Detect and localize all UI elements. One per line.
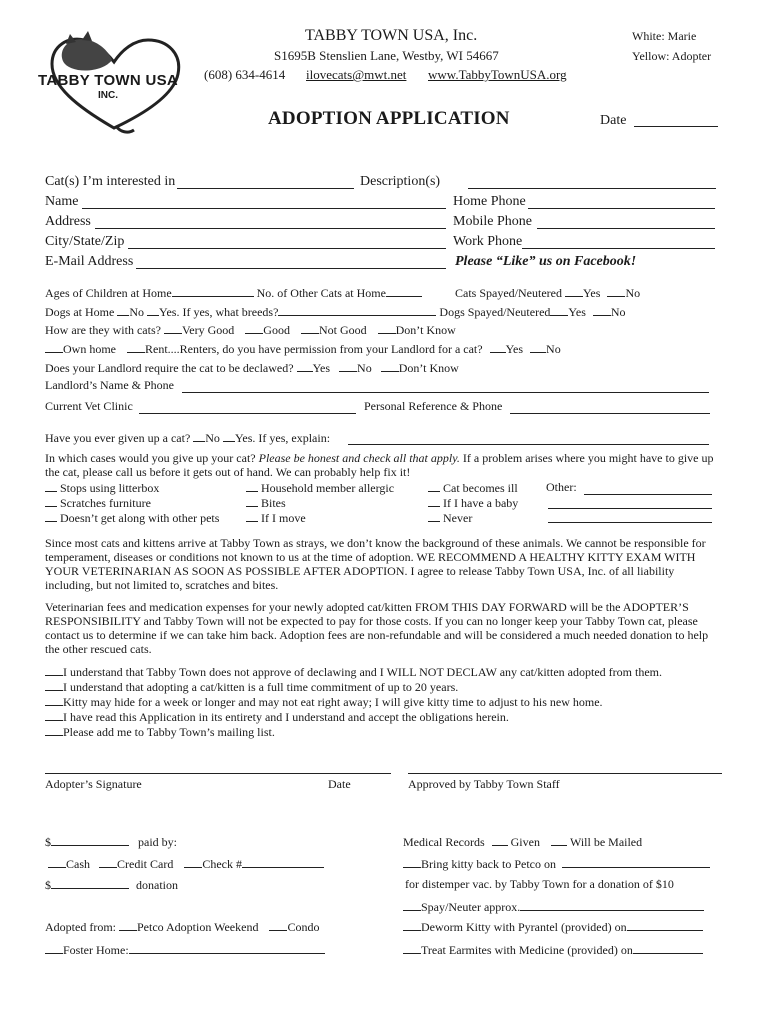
hide-text: Kitty may hide for a week or longer and may not eat right away; I will give kitty time to adjust to his new home. [63, 695, 603, 709]
deworm-date-field[interactable] [627, 919, 703, 931]
date-label: Date [600, 113, 627, 128]
option-move: If I move [261, 511, 306, 525]
facebook-note: Please “Like” us on Facebook! [455, 254, 637, 269]
paid-by-label: paid by: [138, 835, 177, 849]
petco-weekend-check[interactable] [119, 919, 137, 931]
records-given-check[interactable] [492, 834, 508, 846]
dogs-no-label: No [129, 305, 144, 319]
address-label: Address [45, 214, 91, 229]
dogs-spayed-yes-label: Yes [568, 305, 586, 319]
donation-dollar: $ [45, 878, 51, 892]
litterbox-check[interactable] [45, 480, 57, 492]
description-field[interactable] [468, 174, 716, 189]
give-up-intro-plain: In which cases would you give up your cat? [45, 451, 256, 465]
cats-spayed-yes-label: Yes [582, 286, 601, 300]
home-phone-field[interactable] [528, 194, 715, 209]
dogs-spayed-yes-check[interactable] [550, 304, 568, 316]
very-good-label: Very Good [181, 323, 235, 337]
deworm-check[interactable] [403, 919, 421, 931]
other-pets-check[interactable] [45, 510, 57, 522]
adopted-from-label: Adopted from: [45, 920, 116, 934]
deworm-row [403, 919, 703, 934]
deworm-label: Deworm Kitty with Pyrantel (provided) on [421, 920, 627, 934]
org-phone: (608) 634-4614 [204, 67, 286, 82]
terms-checklist [45, 664, 662, 739]
other-cats-label: No. of Other Cats at Home [256, 286, 386, 300]
adopted-from-row [45, 919, 319, 934]
very-good-check[interactable] [164, 322, 182, 334]
with-cats-row [45, 322, 456, 337]
dogs-no-check[interactable] [117, 304, 129, 316]
donation-label: donation [136, 878, 178, 892]
vet-clinic-label: Current Vet Clinic [45, 399, 133, 413]
commitment-check[interactable] [45, 679, 63, 691]
address-field[interactable] [95, 214, 446, 229]
read-text: I have read this Application in its entirety and I understand and accept the obligations herein. [63, 710, 509, 724]
check-check[interactable] [184, 856, 202, 868]
petco-return-row [403, 856, 710, 871]
landlord-permit-no-check[interactable] [530, 341, 546, 353]
name-label: Name [45, 194, 79, 209]
declaw-yes-check[interactable] [297, 360, 313, 372]
ages-children-row [45, 285, 422, 300]
dogs-spayed-no-check[interactable] [593, 304, 611, 316]
city-state-zip-label: City/State/Zip [45, 234, 125, 249]
check-label: Check # [202, 857, 242, 871]
dogs-row [45, 304, 626, 319]
medical-records-label: Medical Records [403, 835, 485, 849]
donation-row [45, 877, 178, 892]
foster-home-label: Foster Home: [63, 943, 129, 957]
foster-home-field[interactable] [129, 942, 325, 954]
petco-weekend-label: Petco Adoption Weekend [137, 920, 259, 934]
declaw-no-check[interactable] [339, 360, 357, 372]
org-name: TABBY TOWN USA, Inc. [305, 27, 478, 44]
staff-approval-line[interactable] [408, 773, 722, 774]
terms-paragraph-1: Since most cats and kittens arrive at Tabby Town as strays, we don’t know the background of these animals. We cannot be responsible for temperament, diseases or conditions not known to us at the time of adoption. WE RECOMMEND A HEALTHY KITTY EXAM WITH YOUR VETERINARIAN AS SOON AS POSSIBLE AFTER ADOPTION. I agree to release Tabby Town USA, Inc. of all liability including, but not limited to, scratches and bites. [45, 536, 706, 592]
personal-ref-field[interactable] [510, 399, 710, 414]
logo-text: TABBY TOWN USA [38, 72, 179, 89]
org-website-link[interactable]: www.TabbyTownUSA.org [428, 67, 567, 82]
option-bites: Bites [261, 496, 286, 510]
allergic-check[interactable] [246, 480, 258, 492]
form-title: ADOPTION APPLICATION [268, 108, 510, 129]
option-other-pets: Doesn’t get along with other pets [60, 511, 220, 525]
org-address: S1695B Stenslien Lane, Westby, WI 54667 [274, 48, 499, 63]
date-field[interactable] [634, 112, 718, 127]
option-baby: If I have a baby [443, 496, 519, 510]
dogs-yes-check[interactable] [147, 304, 159, 316]
earmites-check[interactable] [403, 942, 421, 954]
option-never: Never [443, 511, 473, 525]
payment-row [45, 834, 177, 849]
with-cats-label: How are they with cats? [45, 323, 161, 337]
landlord-name-field[interactable] [182, 378, 709, 393]
given-up-yes-check[interactable] [223, 430, 235, 442]
payment-dollar: $ [45, 835, 51, 849]
credit-card-label: Credit Card [117, 857, 174, 871]
spay-neuter-label: Spay/Neuter approx. [421, 900, 521, 914]
option-furniture: Scratches furniture [60, 496, 151, 510]
other-cats-field[interactable] [386, 285, 422, 297]
option-ill: Cat becomes ill [443, 481, 518, 495]
donation-amount-field[interactable] [51, 877, 129, 889]
cats-spayed-label: Cats Spayed/Neutered [455, 286, 562, 300]
dogs-yes-label: Yes. If yes, what breeds? [159, 305, 279, 319]
give-up-col1 [45, 480, 219, 525]
own-home-label: Own home [63, 342, 116, 356]
payment-amount-field[interactable] [51, 834, 129, 846]
city-state-zip-field[interactable] [128, 234, 446, 249]
dont-know-check[interactable] [378, 322, 396, 334]
give-up-intro-rest: If a problem arises where you might have to give up the cat, please call us before it gets out of hand. We can probably help fix it! [45, 451, 714, 479]
declaw-agree-check[interactable] [45, 664, 63, 676]
foster-home-row [45, 942, 325, 957]
declaw-dont-know-label: Don’t Know [398, 361, 459, 375]
give-up-col3 [428, 480, 518, 525]
petco-return-date-field[interactable] [562, 856, 710, 868]
bites-check[interactable] [246, 495, 258, 507]
copy-yellow: Yellow: Adopter [632, 49, 712, 63]
petco-return-label: Bring kitty back to Petco on [421, 857, 556, 871]
name-field[interactable] [82, 194, 446, 209]
dogs-spayed-no-label: No [610, 305, 626, 319]
description-label: Description(s) [360, 174, 441, 189]
landlord-permit-no-label: No [546, 342, 561, 356]
commitment-text: I understand that adopting a cat/kitten is a full time commitment of up to 20 years. [63, 680, 459, 694]
declaw-agree-text: I understand that Tabby Town does not approve of declawing and I WILL NOT DECLAW any cat/kitten adopted from them. [63, 665, 662, 679]
hide-check[interactable] [45, 694, 63, 706]
petco-return-check[interactable] [403, 856, 421, 868]
earmites-row [403, 942, 703, 957]
other-field-3[interactable] [548, 508, 712, 523]
records-mailed-label: Will be Mailed [569, 835, 643, 849]
ill-check[interactable] [428, 480, 440, 492]
personal-ref-label: Personal Reference & Phone [364, 399, 503, 413]
other-label: Other: [546, 480, 577, 494]
cash-check[interactable] [48, 856, 66, 868]
earmites-date-field[interactable] [633, 942, 703, 954]
option-litterbox: Stops using litterbox [60, 481, 160, 495]
other-field-1[interactable] [584, 480, 712, 495]
give-up-intro-italic: Please be honest and check all that apply. [258, 451, 460, 465]
mobile-phone-label: Mobile Phone [453, 214, 532, 229]
cats-spayed-no-label: No [625, 286, 641, 300]
declaw-no-label: No [357, 361, 372, 375]
dogs-at-home-label: Dogs at Home [45, 305, 115, 319]
given-up-no-check[interactable] [193, 430, 205, 442]
cats-spayed-yes-check[interactable] [565, 285, 583, 297]
org-email-link[interactable]: ilovecats@mwt.net [306, 67, 407, 82]
home-type-row [45, 341, 561, 356]
other-field-2[interactable] [548, 494, 712, 509]
email-field[interactable] [136, 254, 446, 269]
spay-neuter-date-field[interactable] [520, 899, 704, 911]
rent-check[interactable] [127, 341, 145, 353]
landlord-name-label: Landlord’s Name & Phone [45, 378, 174, 392]
given-up-yes-label: Yes. If yes, explain: [234, 431, 331, 445]
cats-spayed-no-check[interactable] [607, 285, 625, 297]
declaw-yes-label: Yes [312, 361, 331, 375]
cat-interested-label: Cat(s) I’m interested in [45, 174, 176, 189]
given-up-row [45, 430, 330, 445]
email-label: E-Mail Address [45, 254, 134, 269]
home-phone-label: Home Phone [453, 194, 526, 209]
payment-method-row [48, 856, 324, 871]
work-phone-label: Work Phone [453, 234, 523, 249]
mailing-list-text: Please add me to Tabby Town’s mailing list. [63, 725, 275, 739]
records-given-label: Given [510, 835, 540, 849]
adopter-signature-label: Adopter’s Signature [45, 777, 142, 791]
condo-check[interactable] [269, 919, 287, 931]
cash-label: Cash [66, 857, 90, 871]
foster-home-check[interactable] [45, 942, 63, 954]
option-allergic: Household member allergic [261, 481, 395, 495]
signature-date-label: Date [328, 777, 351, 791]
ages-children-field[interactable] [172, 285, 254, 297]
declaw-row [45, 360, 459, 375]
terms-paragraph-2: Veterinarian fees and medication expenses for your newly adopted cat/kitten FROM THIS DAY FORWARD will be the ADOPTER’S RESPONSIBILITY and Tabby Town will not be expected to pay for those costs. If you can no longer keep your Tabby Town cat, please contact us to determine if we can take him back. Adoption fees are non-refundable and will be considered a much needed donation to help the other rescued cats. [45, 600, 709, 656]
copy-white: White: Marie [632, 29, 697, 43]
landlord-permit-yes-check[interactable] [490, 341, 506, 353]
earmites-label: Treat Earmites with Medicine (provided) on [421, 943, 633, 957]
not-good-label: Not Good [318, 323, 367, 337]
spay-neuter-row [403, 899, 704, 914]
move-check[interactable] [246, 510, 258, 522]
ages-children-label: Ages of Children at Home [45, 286, 172, 300]
good-label: Good [263, 323, 290, 337]
give-up-col2 [246, 480, 394, 525]
vet-clinic-field[interactable] [139, 399, 356, 414]
read-check[interactable] [45, 709, 63, 721]
records-mailed-check[interactable] [551, 834, 567, 846]
furniture-check[interactable] [45, 495, 57, 507]
cats-spayed-row [455, 285, 640, 300]
condo-label: Condo [287, 920, 320, 934]
given-up-label: Have you ever given up a cat? [45, 431, 191, 445]
logo [36, 28, 196, 138]
landlord-permit-yes-label: Yes [505, 342, 524, 356]
dont-know-label: Don’t Know [395, 323, 456, 337]
dogs-spayed-label: Dogs Spayed/Neutered [439, 305, 551, 319]
logo-inc: INC. [98, 90, 118, 101]
adopter-signature-line[interactable] [45, 773, 391, 774]
landlord-declaw-label: Does your Landlord require the cat to be declawed? [45, 361, 294, 375]
good-check[interactable] [245, 322, 263, 334]
given-up-no-label: No [205, 431, 220, 445]
give-up-intro [45, 451, 717, 479]
work-phone-field[interactable] [522, 234, 715, 249]
distemper-note: for distemper vac. by Tabby Town for a donation of $10 [405, 877, 674, 891]
medical-records-row [403, 834, 642, 849]
mailing-list-check[interactable] [45, 724, 63, 736]
given-up-explain-field[interactable] [348, 430, 709, 445]
own-home-check[interactable] [45, 341, 63, 353]
credit-card-check[interactable] [99, 856, 117, 868]
dog-breeds-field[interactable] [278, 304, 436, 316]
never-check[interactable] [428, 510, 440, 522]
not-good-check[interactable] [301, 322, 319, 334]
declaw-dont-know-check[interactable] [381, 360, 399, 372]
spay-neuter-check[interactable] [403, 899, 421, 911]
baby-check[interactable] [428, 495, 440, 507]
cat-interested-field[interactable] [177, 174, 354, 189]
rent-label: Rent....Renters, do you have permission from your Landlord for a cat? [145, 342, 483, 356]
check-number-field[interactable] [242, 856, 324, 868]
mobile-phone-field[interactable] [537, 214, 715, 229]
approved-label: Approved by Tabby Town Staff [408, 777, 560, 791]
